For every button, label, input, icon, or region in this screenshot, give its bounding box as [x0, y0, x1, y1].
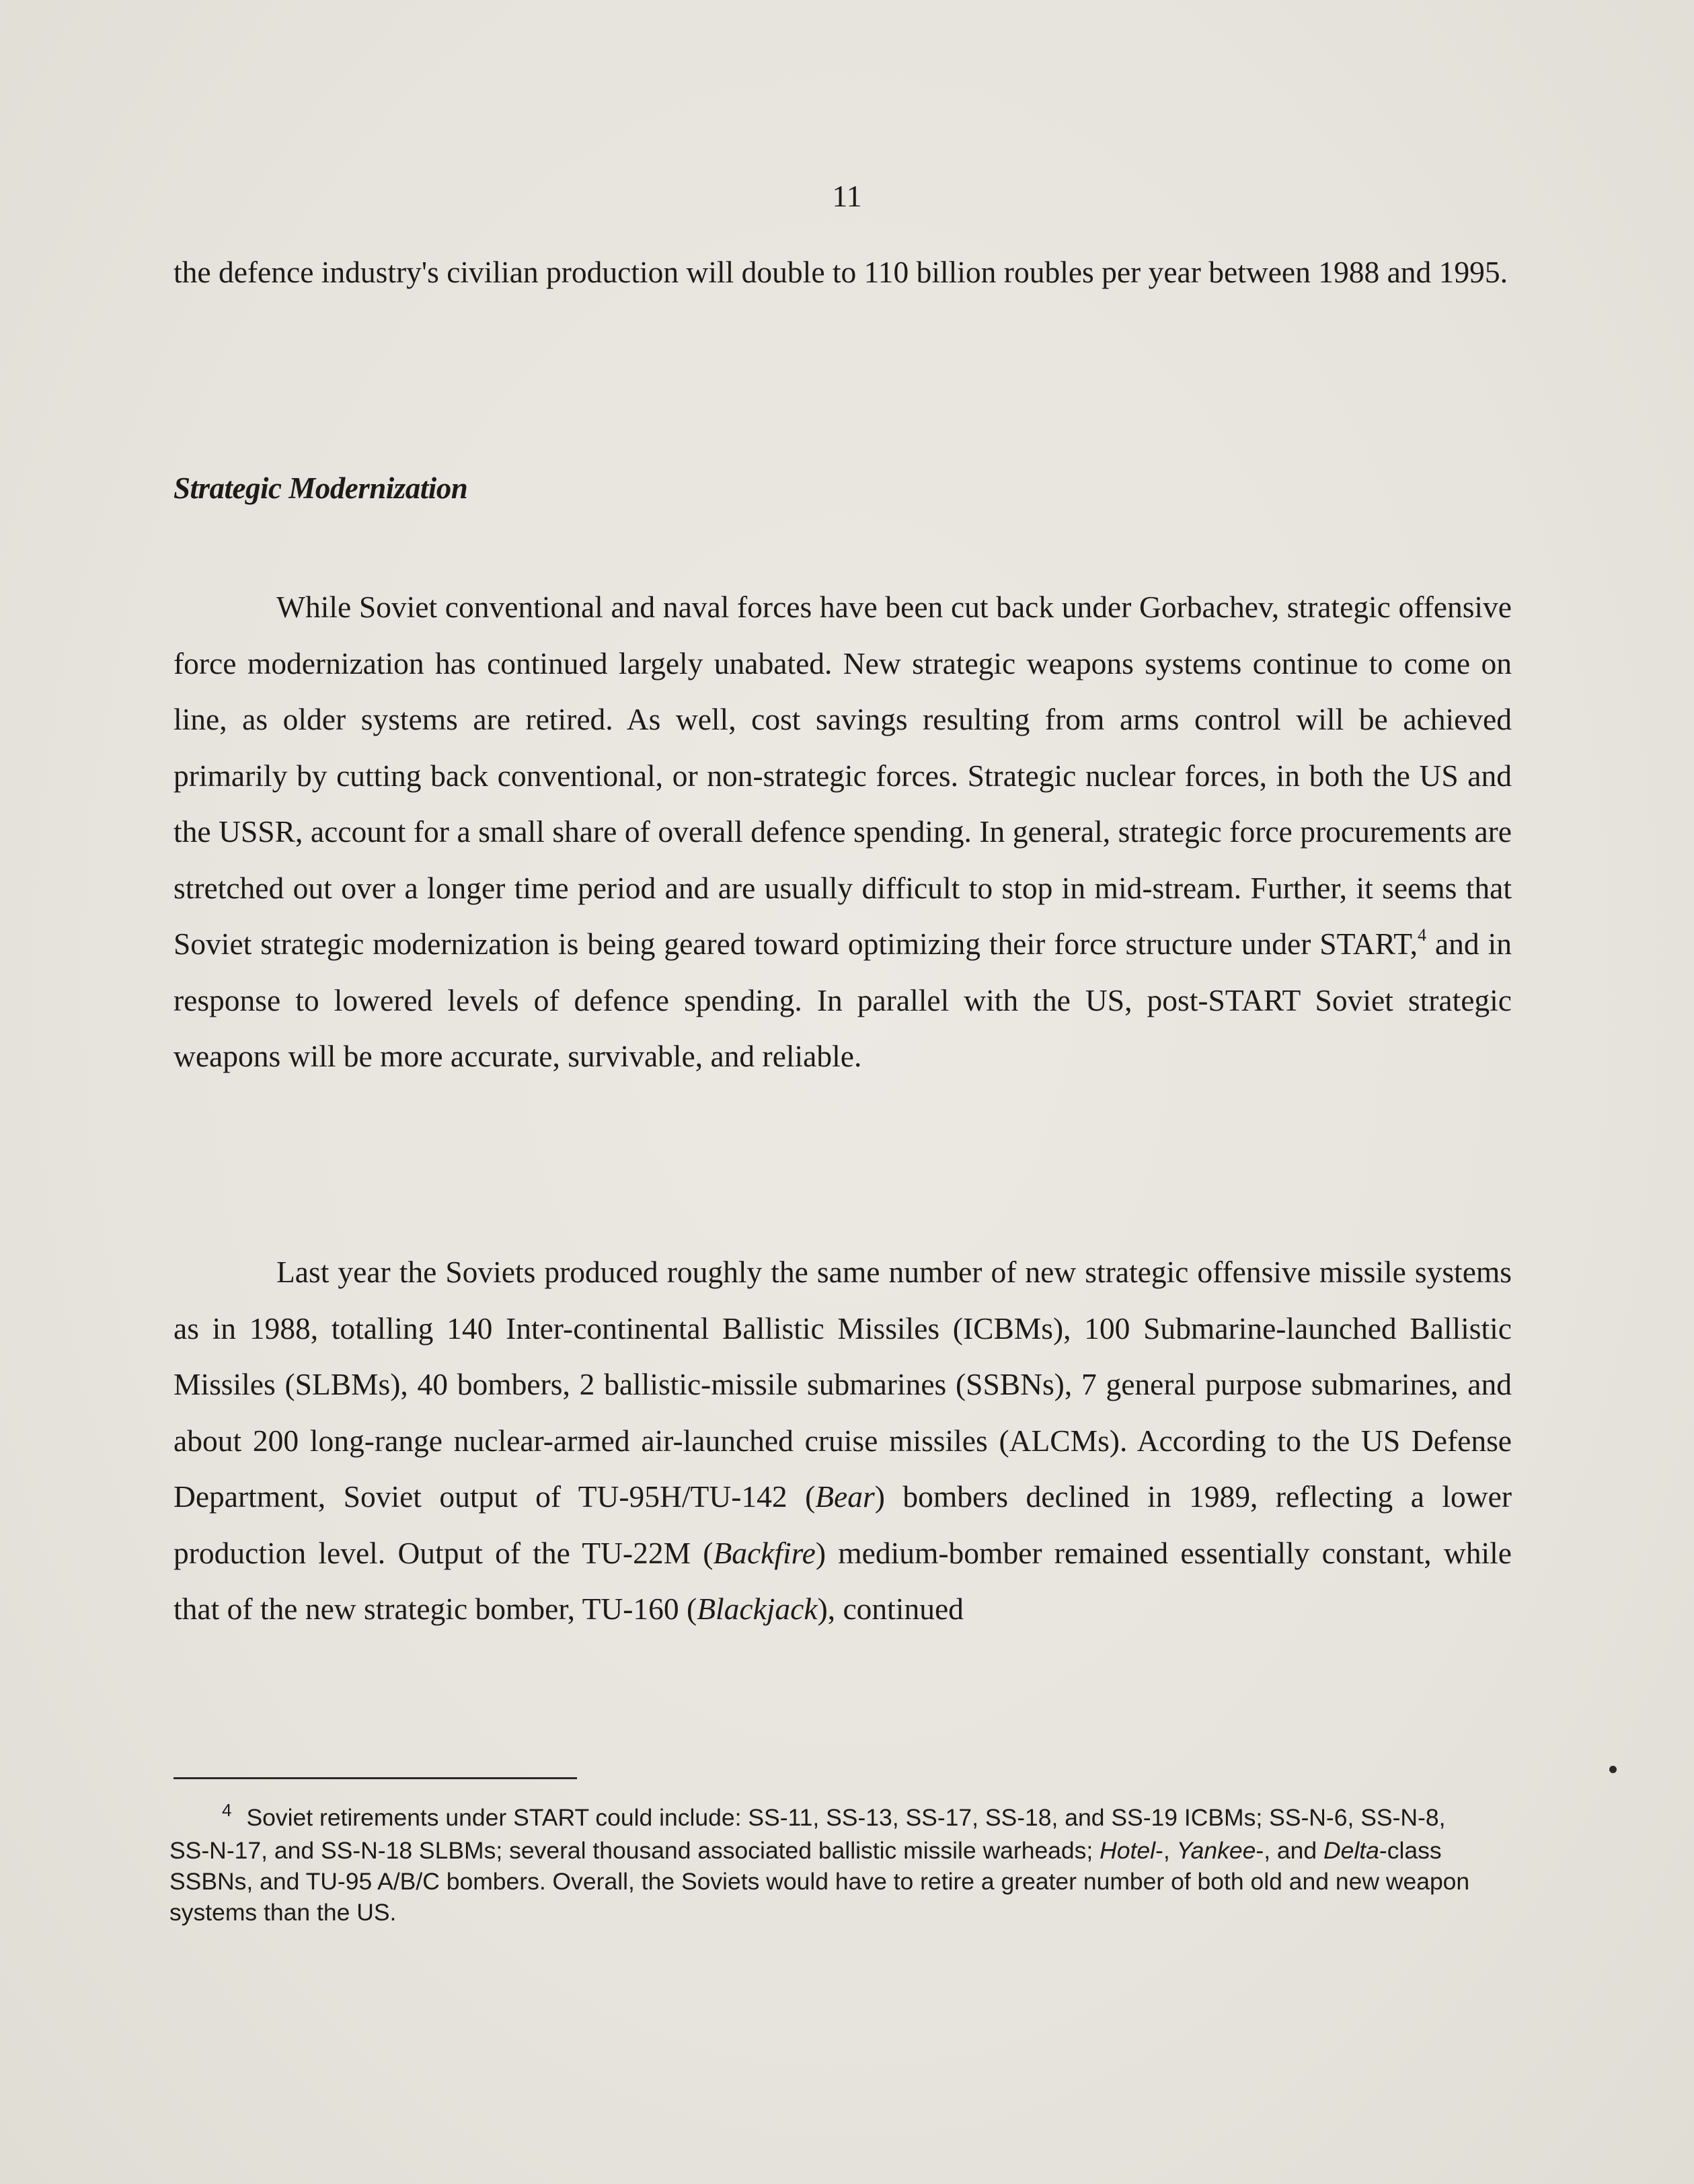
footnote-text: -class SSBNs, and TU-95 A/B/C bombers. Overall, the Soviets would have to retire a greater number of both old and new weapon systems than the US. [169, 1837, 1470, 1926]
section-heading: Strategic Modernization [174, 471, 468, 505]
bomber-name-bear: Bear [815, 1479, 875, 1514]
submarine-class-hotel: Hotel [1100, 1837, 1156, 1864]
paragraph-strategic-modernization [174, 579, 1512, 1085]
page-number: 11 [832, 179, 862, 213]
scan-speck [1609, 1766, 1617, 1773]
footnote-reference: 4 [1418, 925, 1427, 945]
paragraph-production [174, 1244, 1512, 1637]
submarine-class-delta: Delta [1323, 1837, 1379, 1864]
intro-paragraph: the defence industry's civilian production will double to 110 billion roubles per year between 1988 and 1995. [174, 255, 1508, 289]
paragraph-text: ), continued [817, 1592, 964, 1626]
paragraph-text: While Soviet conventional and naval forces have been cut back under Gorbachev, strategic offensive force modernization has continued largely unabated. New strategic weapons systems continue to come on line, as older systems are retired. As well, cost savings resulting from arms control will be achieved primarily by cutting back conventional, or non-strategic forces. Strategic nuclear forces, in both the US and the USSR, account for a small share of overall defence spending. In general, strategic force procurements are stretched out over a longer time period and are usually difficult to stop in mid-stream. Further, it seems that Soviet strategic modernization is being geared toward optimizing their force structure under START, [174, 590, 1512, 961]
footnote-marker: 4 [222, 1800, 232, 1820]
paragraph-text: ) bombers declined in 1989, reflecting a lower production level. Output of the TU-22M ( [174, 1479, 1512, 1570]
footnote-divider [174, 1777, 577, 1779]
paragraph-text: ) medium-bomber remained essentially constant, while that of the new strategic bomber, TU-160 ( [174, 1535, 1512, 1626]
bomber-name-backfire: Backfire [713, 1535, 816, 1570]
bomber-name-blackjack: Blackjack [697, 1592, 818, 1626]
paragraph-text: and in response to lowered levels of defence spending. In parallel with the US, post-START Soviet strategic weapons will be more accurate, survivable, and reliable. [174, 927, 1512, 1073]
footnote-text: -, [1155, 1837, 1177, 1864]
footnote-text: -, and [1256, 1837, 1324, 1864]
footnote-text: Soviet retirements under START could include: SS-11, SS-13, SS-17, SS-18, and SS-19 ICBMs; SS-N-6, SS-N-8, SS-N-17, and SS-N-18 SLBMs; several thousand associated ballistic missile warheads; [169, 1804, 1446, 1864]
footnote [169, 1802, 1488, 1928]
paragraph-text: Last year the Soviets produced roughly the same number of new strategic offensive missile systems as in 1988, totalling 140 Inter-continental Ballistic Missiles (ICBMs), 100 Submarine-launched Ballistic Missiles (SLBMs), 40 bombers, 2 ballistic-missile submarines (SSBNs), 7 general purpose submarines, and about 200 long-range nuclear-armed air-launched cruise missiles (ALCMs). According to the US Defense Department, Soviet output of TU-95H/TU-142 ( [174, 1255, 1512, 1514]
submarine-class-yankee: Yankee [1176, 1837, 1256, 1864]
